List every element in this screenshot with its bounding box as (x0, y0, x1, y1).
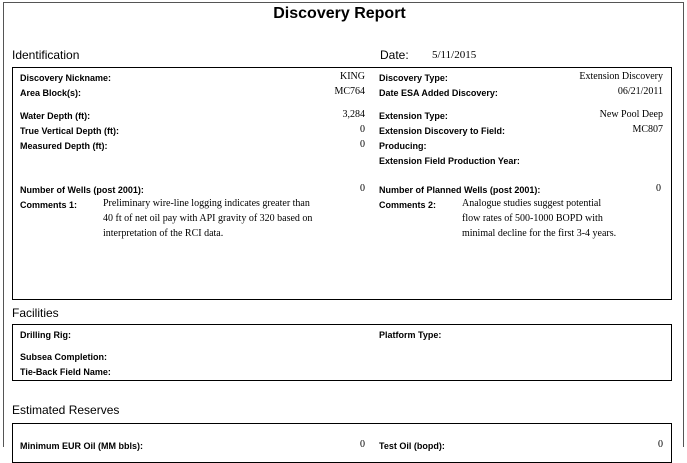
estimated-reserves-heading: Estimated Reserves (12, 403, 120, 417)
minimum-eur-oil-value: 0 (360, 439, 365, 450)
drilling-rig-label: Drilling Rig: (20, 330, 71, 340)
extension-type-label: Extension Type: (379, 111, 448, 121)
extension-field-production-year-label: Extension Field Production Year: (379, 156, 520, 166)
page-border-top (3, 2, 684, 3)
identification-box (12, 67, 672, 300)
minimum-eur-oil-label: Minimum EUR Oil (MM bbls): (20, 441, 143, 451)
date-esa-added-label: Date ESA Added Discovery: (379, 88, 498, 98)
true-vertical-depth-value: 0 (360, 124, 365, 135)
date-esa-added-value: 06/21/2011 (617, 86, 663, 97)
reserves-box (12, 423, 672, 463)
date-label: Date: (380, 48, 409, 62)
comments-2-label: Comments 2: (379, 200, 437, 210)
number-of-planned-wells-label: Number of Planned Wells (post 2001): (379, 185, 541, 195)
producing-label: Producing: (379, 141, 427, 151)
comments-2-line: minimal decline for the first 3-4 years. (462, 228, 617, 239)
comments-2-line: Analogue studies suggest potential (462, 198, 602, 209)
comments-2-line: flow rates of 500-1000 BOPD with (462, 213, 603, 224)
test-oil-label: Test Oil (bopd): (379, 441, 445, 451)
discovery-nickname-value: KING (340, 71, 365, 82)
page-border-right (683, 2, 684, 447)
water-depth-value: 3,284 (342, 109, 365, 120)
tie-back-field-label: Tie-Back Field Name: (20, 367, 111, 377)
page-border-left (3, 2, 4, 447)
measured-depth-label: Measured Depth (ft): (20, 141, 108, 151)
extension-discovery-field-value: MC807 (632, 124, 663, 135)
facilities-box (12, 324, 672, 381)
area-block-value: MC764 (334, 86, 365, 97)
date-value: 5/11/2015 (432, 49, 477, 61)
comments-1-label: Comments 1: (20, 200, 78, 210)
number-of-wells-label: Number of Wells (post 2001): (20, 185, 144, 195)
platform-type-label: Platform Type: (379, 330, 442, 340)
water-depth-label: Water Depth (ft): (20, 111, 91, 121)
extension-discovery-field-label: Extension Discovery to Field: (379, 126, 506, 136)
comments-1-line: Preliminary wire-line logging indicates greater than (103, 198, 310, 209)
test-oil-value: 0 (658, 439, 663, 450)
comments-1-line: 40 ft of net oil pay with API gravity of 320 based on (103, 213, 313, 224)
true-vertical-depth-label: True Vertical Depth (ft): (20, 126, 120, 136)
identification-heading: Identification (12, 48, 80, 62)
discovery-nickname-label: Discovery Nickname: (20, 73, 112, 83)
comments-1-line: interpretation of the RCI data. (103, 228, 224, 239)
area-block-label: Area Block(s): (20, 88, 82, 98)
report-title: Discovery Report (273, 5, 406, 22)
extension-type-value: New Pool Deep (599, 109, 663, 120)
discovery-type-label: Discovery Type: (379, 73, 448, 83)
discovery-type-value: Extension Discovery (579, 71, 663, 82)
number-of-wells-value: 0 (360, 183, 365, 194)
subsea-completion-label: Subsea Completion: (20, 352, 108, 362)
measured-depth-value: 0 (360, 139, 365, 150)
facilities-heading: Facilities (12, 306, 59, 320)
comments-1-text (103, 196, 363, 241)
number-of-planned-wells-value: 0 (656, 183, 661, 194)
comments-2-text (462, 196, 667, 241)
